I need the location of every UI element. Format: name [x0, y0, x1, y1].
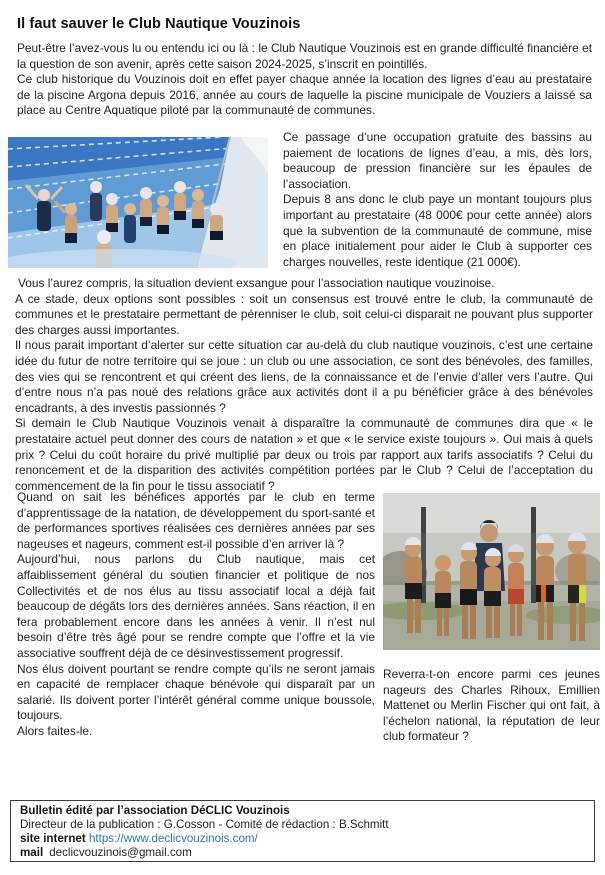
footer-mail-value: declicvouzinois@gmail.com [49, 845, 192, 859]
body-paragraph: Vous l’aurez compris, la situation devient exsangue pour l’association nautique vouzinoise. [18, 276, 495, 290]
middle-section [15, 276, 593, 494]
intro-paragraph: Ce club historique du Vouzinois doit en effet payer chaque année la location des lignes d’eau au prestataire de la piscine Argona depuis 2016, année au cours de laquelle la piscine municipale de Vouziers a laissé sa place au Centre Aquatique piloté par la communauté de communes. [17, 72, 592, 118]
footer-editors: Directeur de la publication : G.Cosson - Comité de rédaction : B.Schmitt [20, 817, 389, 831]
body-paragraph: Si demain le Club Nautique Vouzinois venait à disparaître la communauté de communes dira que « le prestataire actuel peut donner des cours de natation » et que « le service existe toujours ». Oui mais à quels prix ? Celui du coût horaire du privé multiplié par deux ou trois par rapport aux tarifs associatifs ? Celui du renoncement et de la disparition des activités compétition portées par le Club ? Celui de l’acceptation du commencement de la fin pour le tissu associatif ? [15, 416, 593, 493]
website-link[interactable]: https://www.declicvouzinois.com/ [88, 831, 258, 845]
footer-site-line [20, 832, 585, 846]
body-paragraph: Nos élus doivent pourtant se rendre compte qu’ils ne seront jamais en capacité de remplacer chaque bénévole qui disparaît par un salarié. Ils doivent porter l’intérêt général comme unique boussole, toujours. [17, 661, 375, 723]
footer-publisher: Bulletin édité par l’association DéCLIC Vouzinois [20, 804, 290, 817]
footer-box [10, 800, 595, 862]
body-paragraph: Depuis 8 ans donc le club paye un montant toujours plus important au prestataire (48 000€ pour cette année) alors que la subvention de la communauté de commune, mise en place initialement pour aider le Club à supporter ces charges nouvelles, reste identique (21 000€). [283, 192, 592, 269]
intro-section [17, 41, 592, 119]
bottom-left-column [17, 490, 375, 740]
article-title: Il faut sauver le Club Nautique Vouzinois [17, 15, 301, 32]
body-paragraph: A ce stade, deux options sont possibles : soit un consensus est trouvé entre le club, la communauté de communes et le prestataire permettant de pérenniser le club, soit celui-ci disparait ne pouvant plus supporter des charges aussi importantes. [15, 291, 593, 337]
training-session-photo [383, 493, 600, 650]
beside-photo-column [283, 130, 592, 270]
body-paragraph: Il nous parait important d’alerter sur cette situation car au-delà du club nautique vouzinois, c’est une certaine idée du futur de notre territoire qui se joue : un club ou une association, ce sont des bénévoles, des familles, des vies qui se rencontrent et qui créent des liens, de la connaissance et de l’envie d’aller vers l’autre. Qui d’entre nous n’a pas noué des relations grâce aux activités dont il a pu bénéficier grâce à des bénévoles encadrants, à des investis passionnés ? [15, 338, 593, 415]
training-photo-illustration [383, 493, 600, 650]
body-paragraph: Quand on sait les bénéfices apportés par le club en terme d’apprentissage de la natation, de développement du sport-santé et de performances sportives réalisées ces dernières années par ses nageuses et nageurs, comment est-il possible d’en arriver là ? [17, 490, 375, 551]
photo-caption: Reverra-t-on encore parmi ces jeunes nageurs des Charles Rihoux, Emillien Mattenet ou Merlin Fischer qui ont fait, à l’échelon national, la réputation de leur club formateur ? [383, 667, 600, 744]
pool-group-photo [8, 137, 268, 268]
pool-photo-illustration [8, 137, 268, 268]
bottom-right-column [383, 493, 600, 745]
footer-mail-label: mail [20, 845, 44, 859]
body-paragraph: Alors faites-le. [17, 723, 93, 738]
body-paragraph: Ce passage d’une occupation gratuite des bassins au paiement de locations de lignes d’eau, a mis, dès lors, beaucoup de pression financière sur les épaules de l’association. [283, 130, 592, 191]
body-paragraph: Aujourd’hui, nous parlons du Club nautique, mais cet affaiblissement général du soutien financier et politique de nos Collectivités et de nos élus au tissu associatif local a déjà fait beaucoup de dégâts lors des dernières années. Sans réaction, il en fera probablement encore dans les années à venir. Il n’est nul besoin d’être très âgé pour se rendre compte que l’offre et la vie associative souffrent déjà de ce désinvestissement progressif. [17, 552, 375, 660]
footer-mail-line [20, 846, 585, 860]
footer-site-label: site internet [20, 831, 86, 845]
intro-paragraph: Peut-être l’avez-vous lu ou entendu ici ou là : le Club Nautique Vouzinois est en grande difficulté financière et la question de son avenir, après cette saison 2024-2025, s’inscrit en pointillés. [17, 41, 592, 71]
